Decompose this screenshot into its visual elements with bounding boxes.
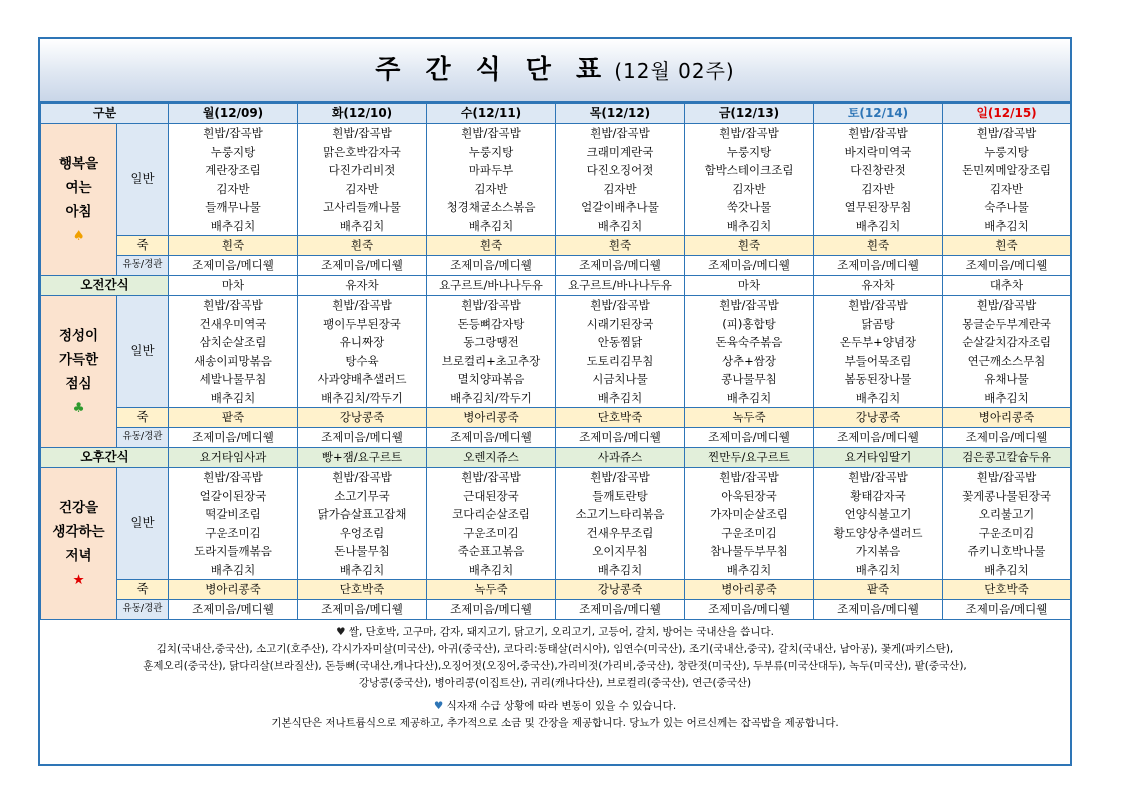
- menu-item: 봄동된장나물: [844, 372, 912, 386]
- snack-cell: 유자차: [814, 276, 943, 296]
- menu-item: 아욱된장국: [721, 488, 777, 503]
- juk-cell: 흰죽: [298, 236, 427, 256]
- menu-item: 흰밥/잡곡밥: [461, 298, 521, 312]
- menu-cell: [814, 296, 943, 408]
- menu-item: 돈등뼈감자탕: [457, 316, 525, 331]
- udong-cell: 조제미음/메디웰: [814, 600, 943, 620]
- udong-cell: 조제미음/메디웰: [814, 256, 943, 276]
- lunch-juk-row: [41, 408, 1071, 428]
- juk-cell: 강낭콩죽: [814, 408, 943, 428]
- menu-item: 흰밥/잡곡밥: [848, 126, 908, 140]
- menu-item: 콩나물무침: [721, 372, 777, 386]
- menu-item: 배추김치: [468, 562, 514, 577]
- dinner-label: [41, 468, 117, 620]
- menu-item: 흰밥/잡곡밥: [590, 126, 650, 140]
- day-header: 화(12/10): [298, 104, 427, 124]
- basic-diet-notice: 기본식단은 저나트륨식으로 제공하고, 추가적으로 소금 및 간장을 제공합니다. 당뇨가 있는 어르신께는 잡곡밥을 제공합니다.: [271, 717, 839, 729]
- menu-item: 멸치양파볶음: [457, 372, 525, 386]
- dinner-label-line: 생각하는: [52, 523, 105, 540]
- menu-item: 흰밥/잡곡밥: [590, 298, 650, 312]
- day-header-saturday: 토(12/14): [814, 104, 943, 124]
- snack-cell: 요구르트/바나나두유: [556, 276, 685, 296]
- menu-item: 숙주나물: [984, 200, 1029, 214]
- menu-frame: [38, 37, 1072, 766]
- breakfast-label: [41, 124, 117, 276]
- menu-cell: [427, 124, 556, 236]
- menu-cell: [943, 296, 1071, 408]
- juk-cell: 병아리콩죽: [169, 580, 298, 600]
- lunch-label-line: 점심: [65, 375, 92, 392]
- menu-item: 온두부+양념장: [839, 335, 917, 349]
- menu-item: 부들어묵조림: [844, 353, 912, 368]
- menu-item: 유니짜장: [339, 335, 385, 349]
- menu-item: 배추김치: [855, 218, 901, 233]
- menu-cell: [685, 296, 814, 408]
- juk-cell: 단호박죽: [943, 580, 1071, 600]
- udong-cell: 조제미음/메디웰: [169, 256, 298, 276]
- udong-cell: 조제미음/메디웰: [943, 600, 1071, 620]
- udong-cell: 조제미음/메디웰: [427, 600, 556, 620]
- juk-cell: 흰죽: [685, 236, 814, 256]
- lunch-label: [41, 296, 117, 448]
- menu-item: 배추김치: [726, 218, 772, 233]
- lunch-general-row: [41, 296, 1071, 408]
- sub-label-general: 일반: [117, 468, 169, 580]
- menu-item: 계란장조림: [205, 163, 261, 177]
- menu-item: 배추김치: [597, 390, 643, 405]
- menu-item: 김자반: [989, 181, 1024, 196]
- menu-cell: [943, 124, 1071, 236]
- udong-cell: 조제미음/메디웰: [814, 428, 943, 448]
- menu-item: 배추김치/깍두기: [321, 390, 403, 405]
- menu-cell: [556, 468, 685, 580]
- menu-item: 팽이두부된장국: [323, 316, 401, 331]
- menu-item: 흰밥/잡곡밥: [332, 470, 392, 484]
- menu-cell: [685, 124, 814, 236]
- menu-cell: [556, 296, 685, 408]
- menu-cell: [298, 468, 427, 580]
- title-banner: [40, 39, 1070, 103]
- menu-item: 배추김치: [468, 218, 514, 233]
- day-header: 수(12/11): [427, 104, 556, 124]
- juk-cell: 병아리콩죽: [685, 580, 814, 600]
- menu-item: 배추김치: [984, 218, 1029, 233]
- menu-item: 배추김치: [984, 562, 1029, 577]
- menu-item: 가자미순살조림: [710, 507, 788, 521]
- menu-cell: [169, 124, 298, 236]
- origin-line: 강낭콩(중국산), 병아리콩(이집트산), 귀리(캐나다산), 브로컬리(중국산), 연근(중국산): [358, 677, 752, 689]
- menu-item: 다진오징어젓: [586, 163, 654, 177]
- menu-item: 닭곰탕: [861, 316, 895, 331]
- menu-item: 닭가슴살표고잡채: [317, 507, 407, 521]
- breakfast-juk-row: [41, 236, 1071, 256]
- snack-cell: 오렌지쥬스: [427, 448, 556, 468]
- morning-snack-row: [41, 276, 1071, 296]
- lunch-label-line: 정성이: [58, 327, 99, 344]
- sub-label-udong: 유동/경관: [117, 428, 169, 448]
- menu-item: 오이지무침: [592, 544, 648, 558]
- menu-item: 배추김치: [210, 562, 256, 577]
- menu-item: 황태감자국: [850, 488, 906, 503]
- menu-item: 들깨토란탕: [592, 488, 648, 503]
- morning-snack-label: 오전간식: [41, 276, 169, 296]
- menu-item: 열무된장무침: [844, 200, 912, 214]
- menu-item: 흰밥/잡곡밥: [719, 126, 779, 140]
- udong-cell: 조제미음/메디웰: [943, 428, 1071, 448]
- menu-cell: [685, 468, 814, 580]
- juk-cell: 병아리콩죽: [427, 408, 556, 428]
- origin-line: 훈제오리(중국산), 닭다리살(브라질산), 돈등뼈(국내산,캐나다산),오징어젓(오징어,중국산),가리비젓(가리비,중국산), 창란젓(미국산), 두부류(미국산대두), 녹두(미국산), 팥(중국산),: [143, 660, 967, 672]
- juk-cell: 흰죽: [169, 236, 298, 256]
- menu-item: 누룽지탕: [984, 144, 1029, 159]
- menu-item: 흰밥/잡곡밥: [461, 470, 521, 484]
- menu-item: 시래기된장국: [586, 316, 654, 331]
- menu-item: 소고기느타리볶음: [575, 507, 665, 521]
- menu-item: 김자반: [474, 181, 508, 196]
- day-header: 금(12/13): [685, 104, 814, 124]
- menu-item: 구운조미김: [463, 525, 519, 540]
- day-header-sunday: 일(12/15): [943, 104, 1071, 124]
- juk-cell: 흰죽: [814, 236, 943, 256]
- menu-item: 돈육숙주볶음: [715, 335, 783, 349]
- change-notice-line: [40, 698, 1070, 715]
- menu-item: 흰밥/잡곡밥: [976, 298, 1037, 312]
- page-title: 주 간 식 단 표: [375, 55, 610, 85]
- menu-item: 오리불고기: [978, 507, 1035, 521]
- snack-cell: 사과쥬스: [556, 448, 685, 468]
- juk-cell: 녹두죽: [685, 408, 814, 428]
- sub-label-juk: 죽: [117, 236, 169, 256]
- menu-item: 김자반: [216, 181, 250, 196]
- menu-item: 꽃게콩나물된장국: [962, 488, 1051, 503]
- menu-item: 구운조미김: [205, 525, 261, 540]
- snack-cell: 검은콩고칼슘두유: [943, 448, 1071, 468]
- menu-item: 참나물두부무침: [710, 544, 788, 558]
- snack-cell: 대추차: [943, 276, 1071, 296]
- menu-item: 흰밥/잡곡밥: [203, 126, 263, 140]
- menu-cell: [814, 468, 943, 580]
- udong-cell: 조제미음/메디웰: [943, 256, 1071, 276]
- juk-cell: 흰죽: [943, 236, 1071, 256]
- snack-cell: 마차: [685, 276, 814, 296]
- dinner-label-line: 저녁: [65, 547, 92, 564]
- menu-item: 순살갈치감자조림: [962, 335, 1051, 349]
- spade-icon: ♠: [72, 227, 85, 244]
- menu-item: 새송이피망볶음: [194, 353, 272, 368]
- breakfast-label-line: 행복을: [58, 155, 99, 172]
- afternoon-snack-label: 오후간식: [41, 448, 169, 468]
- juk-cell: 단호박죽: [298, 580, 427, 600]
- club-icon: ♣: [72, 399, 85, 416]
- menu-item: 마파두부: [468, 163, 514, 177]
- udong-cell: 조제미음/메디웰: [556, 256, 685, 276]
- menu-item: 흰밥/잡곡밥: [203, 470, 263, 484]
- menu-item: 배추김치: [726, 562, 772, 577]
- menu-item: 세발나물무침: [199, 372, 267, 386]
- menu-item: 얼갈이된장국: [199, 488, 267, 503]
- breakfast-udong-row: [41, 256, 1071, 276]
- sub-label-general: 일반: [117, 124, 169, 236]
- udong-cell: 조제미음/메디웰: [685, 600, 814, 620]
- heart-icon: ♥: [433, 700, 444, 712]
- menu-item: 누룽지탕: [726, 144, 772, 159]
- menu-item: 동그랑땡전: [463, 335, 519, 349]
- menu-item: 배추김치: [339, 562, 385, 577]
- sub-label-juk: 죽: [117, 580, 169, 600]
- menu-item: 흰밥/잡곡밥: [848, 298, 908, 312]
- menu-item: 얼갈이배추나물: [581, 200, 659, 214]
- menu-item: 코다리순살조림: [452, 507, 530, 521]
- menu-cell: [169, 468, 298, 580]
- menu-item: 배추김치: [855, 562, 901, 577]
- udong-cell: 조제미음/메디웰: [427, 256, 556, 276]
- juk-cell: 녹두죽: [427, 580, 556, 600]
- breakfast-label-line: 여는: [65, 179, 92, 196]
- juk-cell: 단호박죽: [556, 408, 685, 428]
- snack-cell: 요구르트/바나나두유: [427, 276, 556, 296]
- menu-item: 도토리김무침: [586, 353, 654, 368]
- menu-item: 연근깨소스무침: [967, 353, 1046, 368]
- menu-item: 상추+쌈장: [721, 353, 777, 368]
- menu-item: 가지볶음: [855, 544, 901, 558]
- lunch-label-line: 가득한: [58, 351, 99, 368]
- menu-item: 김자반: [603, 181, 637, 196]
- snack-cell: 유자차: [298, 276, 427, 296]
- juk-cell: 흰죽: [427, 236, 556, 256]
- menu-item: 쥬키니호박나물: [967, 544, 1046, 558]
- udong-cell: 조제미음/메디웰: [169, 428, 298, 448]
- menu-item: 구운조미김: [978, 525, 1035, 540]
- menu-item: 흰밥/잡곡밥: [590, 470, 650, 484]
- menu-item: 사과양배추샐러드: [317, 372, 407, 386]
- menu-item: 흰밥/잡곡밥: [976, 470, 1037, 484]
- menu-item: 김자반: [345, 181, 379, 196]
- menu-item: 안동찜닭: [597, 335, 643, 349]
- menu-item: 함박스테이크조림: [704, 163, 794, 177]
- lunch-udong-row: [41, 428, 1071, 448]
- menu-item: 배추김치: [210, 218, 256, 233]
- menu-item: 배추김치: [339, 218, 385, 233]
- origin-line: 김치(국내산,중국산), 소고기(호주산), 각시가자미살(미국산), 아귀(중국산), 코다리:동태살(러시아), 임연수(미국산), 조기(국내산,중국), 갈치(국내산, 남아공), 꽃게(파키스탄),: [156, 643, 954, 655]
- menu-item: 흰밥/잡곡밥: [976, 126, 1037, 140]
- menu-cell: [814, 124, 943, 236]
- change-notice: 식자재 수급 상황에 따라 변동이 있을 수 있습니다.: [446, 700, 677, 712]
- menu-item: (피)홍합탕: [722, 316, 776, 331]
- menu-item: 소고기무국: [334, 488, 390, 503]
- menu-item: 브로컬리+초고추장: [441, 353, 541, 368]
- juk-cell: 병아리콩죽: [943, 408, 1071, 428]
- menu-item: 흰밥/잡곡밥: [203, 298, 263, 312]
- breakfast-general-row: [41, 124, 1071, 236]
- menu-item: 몽글순두부계란국: [962, 316, 1051, 331]
- menu-cell: [556, 124, 685, 236]
- menu-item: 흰밥/잡곡밥: [848, 470, 908, 484]
- origin-title: 쌀, 단호박, 고구마, 감자, 돼지고기, 닭고기, 오리고기, 고등어, 갈치, 방어는 국내산을 씁니다.: [348, 626, 774, 638]
- menu-cell: [427, 296, 556, 408]
- juk-cell: 강낭콩죽: [298, 408, 427, 428]
- sub-label-udong: 유동/경관: [117, 600, 169, 620]
- menu-item: 삼치순살조림: [199, 335, 267, 349]
- menu-item: 김자반: [732, 181, 766, 196]
- menu-cell: [427, 468, 556, 580]
- menu-cell: [298, 124, 427, 236]
- snack-cell: 찐만두/요구르트: [685, 448, 814, 468]
- menu-item: 돈민찌메알장조림: [962, 163, 1051, 177]
- menu-item: 누룽지탕: [210, 144, 256, 159]
- snack-cell: 빵+잼/요구르트: [298, 448, 427, 468]
- menu-item: 배추김치/깍두기: [450, 390, 532, 405]
- udong-cell: 조제미음/메디웰: [298, 428, 427, 448]
- header-row: [41, 104, 1071, 124]
- menu-item: 청경채굴소스볶음: [446, 200, 536, 214]
- menu-item: 도라지들깨볶음: [194, 544, 272, 558]
- udong-cell: 조제미음/메디웰: [298, 256, 427, 276]
- menu-item: 탕수육: [345, 353, 379, 368]
- menu-item: 배추김치: [597, 562, 643, 577]
- menu-item: 유채나물: [984, 372, 1029, 386]
- menu-item: 흰밥/잡곡밥: [461, 126, 521, 140]
- sub-label-general: 일반: [117, 296, 169, 408]
- menu-item: 김자반: [861, 181, 895, 196]
- dinner-udong-row: [41, 600, 1071, 620]
- star-icon: ★: [72, 571, 85, 588]
- menu-item: 누룽지탕: [468, 144, 514, 159]
- menu-item: 언양식불고기: [844, 507, 912, 521]
- week-label: (12월 02주): [614, 59, 735, 83]
- menu-item: 맑은호박감자국: [323, 144, 401, 159]
- menu-item: 우엉조림: [339, 525, 385, 540]
- menu-item: 구운조미김: [721, 525, 777, 540]
- origin-title-line: [40, 624, 1070, 641]
- menu-item: 다진창란젓: [850, 163, 906, 177]
- menu-cell: [298, 296, 427, 408]
- udong-cell: 조제미음/메디웰: [556, 428, 685, 448]
- udong-cell: 조제미음/메디웰: [298, 600, 427, 620]
- menu-item: 배추김치: [984, 390, 1029, 405]
- udong-cell: 조제미음/메디웰: [169, 600, 298, 620]
- menu-item: 황도양상추샐러드: [833, 525, 923, 540]
- menu-item: 쑥갓나물: [726, 200, 772, 214]
- menu-item: 떡갈비조림: [205, 507, 261, 521]
- juk-cell: 강낭콩죽: [556, 580, 685, 600]
- menu-item: 들깨무나물: [205, 200, 261, 214]
- menu-item: 시금치나물: [592, 372, 648, 386]
- afternoon-snack-row: [41, 448, 1071, 468]
- heart-icon: ♥: [336, 626, 346, 638]
- header-label: 구분: [41, 104, 169, 124]
- juk-cell: 팥죽: [814, 580, 943, 600]
- menu-item: 고사리들깨나물: [323, 200, 401, 214]
- menu-item: 배추김치: [210, 390, 256, 405]
- udong-cell: 조제미음/메디웰: [427, 428, 556, 448]
- juk-cell: 팥죽: [169, 408, 298, 428]
- sub-label-udong: 유동/경관: [117, 256, 169, 276]
- menu-item: 흰밥/잡곡밥: [719, 470, 779, 484]
- menu-item: 배추김치: [726, 390, 772, 405]
- menu-item: 흰밥/잡곡밥: [332, 298, 392, 312]
- dinner-juk-row: [41, 580, 1071, 600]
- notes-section: [40, 620, 1070, 732]
- menu-item: 건새우무조림: [586, 525, 654, 540]
- menu-cell: [943, 468, 1071, 580]
- snack-cell: 요거타임딸기: [814, 448, 943, 468]
- menu-item: 돈나물무침: [334, 544, 390, 558]
- dinner-label-line: 건강을: [58, 499, 99, 516]
- menu-item: 배추김치: [855, 390, 901, 405]
- dinner-general-row: [41, 468, 1071, 580]
- menu-cell: [169, 296, 298, 408]
- menu-item: 흰밥/잡곡밥: [332, 126, 392, 140]
- day-header: 목(12/12): [556, 104, 685, 124]
- menu-item: 건새우미역국: [199, 316, 267, 331]
- menu-item: 배추김치: [597, 218, 643, 233]
- udong-cell: 조제미음/메디웰: [556, 600, 685, 620]
- day-header: 월(12/09): [169, 104, 298, 124]
- sub-label-juk: 죽: [117, 408, 169, 428]
- menu-item: 흰밥/잡곡밥: [719, 298, 779, 312]
- udong-cell: 조제미음/메디웰: [685, 428, 814, 448]
- menu-table: [40, 103, 1071, 620]
- menu-item: 죽순표고볶음: [457, 544, 525, 558]
- menu-item: 다진가리비젓: [328, 163, 396, 177]
- menu-item: 크래미계란국: [586, 144, 654, 159]
- snack-cell: 마차: [169, 276, 298, 296]
- udong-cell: 조제미음/메디웰: [685, 256, 814, 276]
- juk-cell: 흰죽: [556, 236, 685, 256]
- menu-item: 근대된장국: [463, 488, 519, 503]
- breakfast-label-line: 아침: [65, 203, 92, 220]
- menu-item: 바지락미역국: [844, 144, 912, 159]
- snack-cell: 요거타임사과: [169, 448, 298, 468]
